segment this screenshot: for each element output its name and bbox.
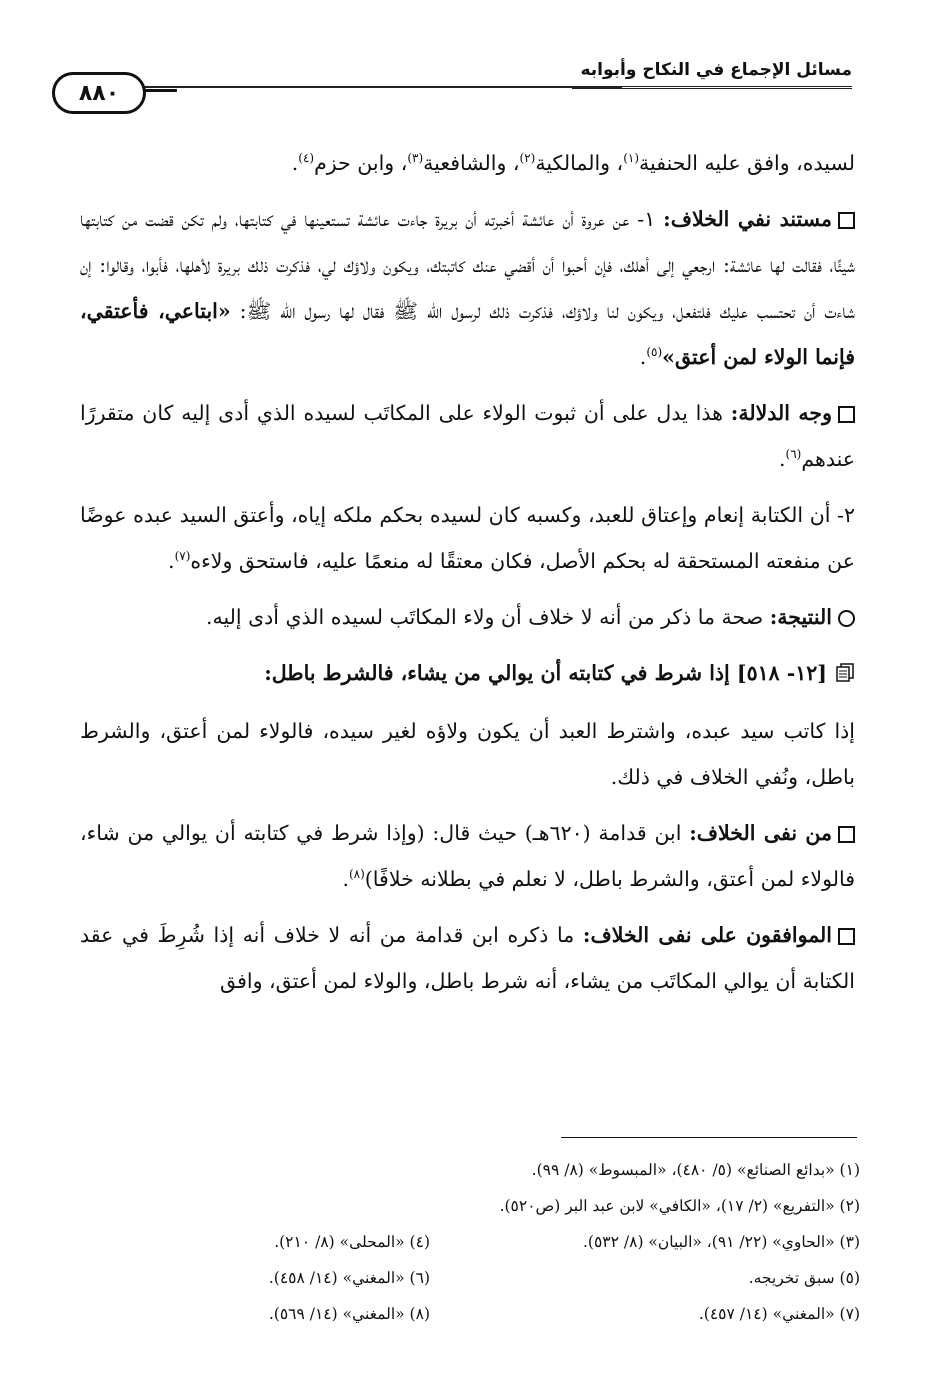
footnote-ref: (٣)	[407, 151, 424, 166]
footnote-ref: (٦)	[785, 447, 802, 462]
page-header	[52, 52, 852, 122]
footnotes	[110, 1152, 860, 1332]
section-label: من نفى الخلاف:	[689, 820, 833, 845]
paragraph-result: النتيجة: صحة ما ذكر من أنه لا خلاف أن ولاء المكاتَب لسيده الذي أدى إليه.	[80, 594, 855, 640]
footnote-ref: (١)	[623, 151, 640, 166]
square-bullet-icon	[838, 406, 855, 423]
footnote-row	[110, 1152, 860, 1188]
footnote-6: (٦) «المغني» (١٤/ ٤٥٨).	[268, 1269, 430, 1287]
footnote-ref: (٧)	[174, 549, 191, 564]
footnote-row	[110, 1188, 860, 1224]
paragraph-1: لسيده، وافق عليه الحنفية$^{(١)}$، والمالكية$^{(٢)}$، والشافعية$^{(٣)}$، وابن حزم$^{(٤)}$.	[291, 151, 855, 175]
hadith-quote: «ابتاعي، فأعتقي، فإنما الولاء لمن أعتق»	[80, 299, 855, 369]
footnote-ref: (٤)	[298, 151, 315, 166]
footnote-4: (٤) «المحلى» (٨/ ٢١٠).	[274, 1233, 430, 1251]
paragraph-second-evidence: ٢- أن الكتابة إنعام وإعتاق للعبد، وكسبه كان لسيده بحكم ملكه إياه، وأعتق السيد عبده عوضًا عن منفعته المستحقة له بحكم الأصل، فكان معتقًا له منعمًا عليه، فاستحق ولاءه$^{(٧)}$.	[80, 503, 855, 573]
section-label: النتيجة:	[769, 605, 832, 629]
paragraph-evidence: مستند نفي الخلاف: ١- عن عروة أن عائشة أخبرته أن بريرة جاءت عائشة تستعينها في كتابتها، ولم تكن قضت من كتابتها شيئًا، فقالت لها عائشة: ارجعي إلى أهلك، فإن أحبوا أن أقضي عنك كاتبتك، ويكون ولاؤك لي، فذكرت ذلك بريرة لأهلها، فأبوا، وقالوا: إن شاءت أن تحتسب عليك فلتفعل، ويكون لنا ولاؤك، فذكرت ذلك لرسول الله ﷺ فقال لها رسول الله ﷺ: «ابتاعي، فأعتقي، فإنما الولاء لمن أعتق»$^{(٥)}$.	[80, 207, 855, 369]
issue-heading: [١٢- ٥١٨] إذا شرط في كتابته أن يوالي من يشاء، فالشرط باطل:	[80, 650, 855, 698]
footnote-ref: (٢)	[519, 151, 536, 166]
section-label: الموافقون على نفى الخلاف:	[582, 922, 832, 947]
footnote-row	[110, 1224, 860, 1260]
footnote-row	[110, 1260, 860, 1296]
circle-bullet-icon	[838, 610, 855, 627]
footnote-row	[110, 1296, 860, 1332]
paragraph-issue-description: إذا كاتب سيد عبده، واشترط العبد أن يكون ولاؤه لغير سيده، فالولاء لمن أعتق، والشرط باطل، ونُفي الخلاف في ذلك.	[80, 718, 855, 789]
footnote-8: (٨) «المغني» (١٤/ ٥٦٩).	[268, 1305, 430, 1323]
paragraph-denier: من نفى الخلاف: ابن قدامة (٦٢٠هـ) حيث قال: (وإذا شرط في كتابته أن يوالي من شاء، فالولاء لمن أعتق، والشرط باطل، لا نعلم في بطلانه خلافًا)$^{(٨)}$.	[80, 820, 855, 891]
footnote-ref: (٨)	[348, 866, 365, 881]
square-bullet-icon	[838, 212, 855, 229]
page-number: ٨٨٠	[52, 72, 146, 114]
section-label: مستند نفي الخلاف:	[663, 207, 832, 231]
main-text	[80, 140, 855, 1014]
paragraph-indication: وجه الدلالة: هذا يدل على أن ثبوت الولاء على المكاتَب لسيده الذي أدى إليه كان متقررًا عندهم$^{(٦)}$.	[80, 401, 855, 471]
footnote-5: (٥) سبق تخريجه.	[748, 1269, 860, 1287]
square-bullet-icon	[838, 928, 855, 945]
header-rule-long	[72, 86, 622, 88]
footnote-3: (٣) «الحاوي» (٢٢/ ٩١)، «البيان» (٨/ ٥٣٢).	[582, 1233, 860, 1251]
running-title: مسائل الإجماع في النكاح وأبوابه	[580, 60, 852, 80]
footnote-separator	[561, 1137, 857, 1138]
documents-icon	[835, 652, 855, 698]
footnote-7: (٧) «المغني» (١٤/ ٤٥٧).	[698, 1305, 860, 1323]
section-label: وجه الدلالة:	[730, 401, 832, 425]
footnote-1: (١) «بدائع الصنائع» (٥/ ٤٨٠)، «المبسوط» (٨/ ٩٩).	[531, 1161, 860, 1179]
footnote-ref: (٥)	[646, 345, 663, 360]
footnote-2: (٢) «التفريع» (٢/ ١٧)، «الكافي» لابن عبد البر (ص٥٢٠).	[499, 1197, 860, 1215]
square-bullet-icon	[838, 826, 855, 843]
paragraph-agreers: الموافقون على نفى الخلاف: ما ذكره ابن قدامة من أنه لا خلاف أنه إذا شُرِطَ في عقد الكتابة أن يوالي المكاتَب من يشاء، أنه شرط باطل، والولاء لمن أعتق، وافق	[80, 922, 855, 993]
